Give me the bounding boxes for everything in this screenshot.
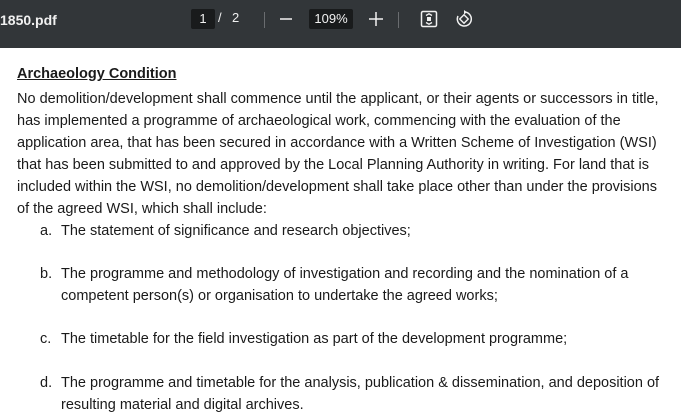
list-marker: a.	[40, 223, 53, 239]
fit-to-page-button[interactable]	[416, 6, 442, 32]
page-number-input[interactable]: 1	[191, 9, 215, 29]
rotate-button[interactable]	[451, 6, 477, 32]
plus-icon	[369, 12, 383, 26]
total-pages: 2	[232, 10, 240, 25]
zoom-level-input[interactable]: 109%	[309, 9, 353, 29]
list-marker: c.	[40, 331, 52, 347]
page-separator: /	[218, 10, 222, 25]
list-marker: b.	[40, 266, 53, 282]
list-item-text: The timetable for the field investigation as part of the development programme;	[61, 331, 568, 347]
condition-paragraph: No demolition/development shall commence until the applicant, or their agents or successors in title, has implemented a programme of archaeological work, commencing with the evaluation of the application area, that has been secured in accordance with a Written Scheme of Investigation (WSI) that has been submitted to and approved by the Local Planning Authority in writing. For land that is included within the WSI, no demolition/development shall take place other than under the provisions of the agreed WSI, which shall include:	[17, 91, 659, 217]
zoom-in-button[interactable]	[363, 6, 389, 32]
file-title: 1850.pdf	[0, 12, 57, 28]
list-item-text: The programme and methodology of investigation and recording and the nomination of a competent person(s) or organisation to undertake the agreed works;	[61, 266, 629, 304]
toolbar-divider	[398, 12, 399, 28]
section-heading: Archaeology Condition	[17, 66, 177, 82]
minus-icon	[280, 13, 292, 25]
list-item-text: The programme and timetable for the analysis, publication & dissemination, and deposition of resulting material and digital archives.	[61, 375, 660, 413]
zoom-out-button[interactable]	[273, 6, 299, 32]
pdf-page	[0, 48, 681, 417]
list-item-text: The statement of significance and research objectives;	[61, 223, 411, 239]
list-marker: d.	[40, 375, 53, 391]
rotate-icon	[454, 9, 474, 29]
fit-to-page-icon	[420, 10, 438, 28]
pdf-toolbar	[0, 0, 681, 48]
toolbar-divider	[264, 12, 265, 28]
